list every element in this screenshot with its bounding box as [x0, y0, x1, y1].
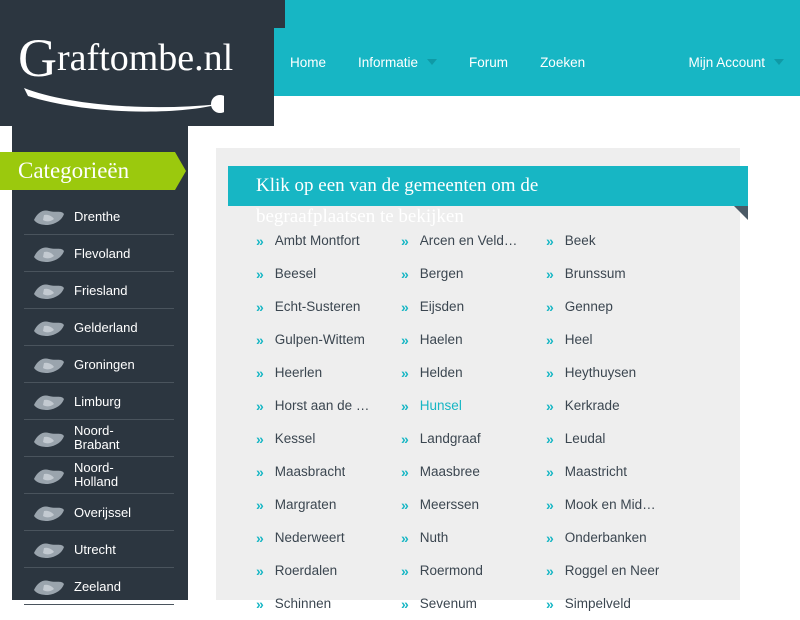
municipality-name: Brunssum [564, 266, 626, 281]
province-map-icon [30, 500, 68, 526]
municipality-link[interactable] [401, 422, 546, 455]
chevron-down-icon [427, 59, 437, 65]
sidebar-item-label: Zeeland [74, 578, 121, 594]
chevron-right-icon: » [546, 529, 552, 546]
municipality-link[interactable] [256, 521, 401, 554]
chevron-right-icon: » [256, 562, 262, 579]
municipality-name: Leudal [564, 431, 606, 446]
chevron-right-icon: » [546, 430, 552, 447]
chevron-right-icon: » [256, 364, 262, 381]
municipality-row [216, 422, 740, 455]
municipality-name: Landgraaf [419, 431, 481, 446]
municipality-link[interactable] [546, 455, 691, 488]
municipality-name: Heerlen [274, 365, 323, 380]
municipality-link[interactable] [546, 224, 691, 257]
chevron-right-icon: » [401, 298, 407, 315]
municipality-link[interactable] [401, 488, 546, 521]
municipality-link[interactable] [401, 455, 546, 488]
sidebar-item-label: Limburg [74, 393, 121, 409]
chevron-right-icon: » [401, 232, 407, 249]
instruction-banner-line2: begraafplaatsen te bekijken [256, 206, 464, 227]
chevron-right-icon: » [546, 397, 552, 414]
nav-item-home[interactable] [274, 28, 342, 96]
province-map-icon [30, 426, 68, 452]
municipality-link[interactable] [546, 521, 691, 554]
site-logo-text [18, 28, 234, 88]
chevron-right-icon: » [546, 496, 552, 513]
nav-item-label: Zoeken [540, 54, 586, 70]
sidebar-item-noord-holland[interactable] [24, 457, 174, 494]
municipality-name: Bergen [419, 266, 464, 281]
municipality-link[interactable] [401, 521, 546, 554]
sidebar-category-list [12, 198, 188, 605]
sidebar-item-gelderland[interactable] [24, 309, 174, 346]
municipality-name: Arcen en Veld… [419, 233, 518, 248]
chevron-right-icon: » [256, 298, 262, 315]
municipality-link[interactable] [401, 257, 546, 290]
chevron-right-icon: » [546, 298, 552, 315]
municipality-link[interactable] [546, 587, 691, 620]
nav-list [274, 28, 800, 96]
chevron-right-icon: » [401, 463, 407, 480]
municipality-link[interactable] [256, 554, 401, 587]
municipality-link[interactable] [401, 290, 546, 323]
municipality-name: Haelen [419, 332, 463, 347]
municipality-link[interactable] [546, 257, 691, 290]
site-logo-rest: raftombe.nl [57, 37, 234, 79]
site-logo-initial: G [18, 28, 57, 88]
chevron-right-icon: » [256, 529, 262, 546]
chevron-right-icon: » [256, 265, 262, 282]
sidebar-item-label: Overijssel [74, 504, 132, 520]
municipality-name: Roermond [419, 563, 483, 578]
site-logo[interactable] [0, 14, 274, 126]
municipality-grid [216, 224, 740, 612]
province-map-icon [30, 537, 68, 563]
municipality-name: Roggel en Neer [564, 563, 660, 578]
municipality-link[interactable] [401, 356, 546, 389]
province-map-icon [30, 389, 68, 415]
municipality-row [216, 257, 740, 290]
municipality-link[interactable] [256, 389, 401, 422]
chevron-right-icon: » [401, 397, 407, 414]
province-map-icon [30, 204, 68, 230]
municipality-name: Onderbanken [564, 530, 647, 545]
municipality-name: Sevenum [419, 596, 477, 611]
chevron-right-icon: » [256, 232, 262, 249]
chevron-right-icon: » [546, 364, 552, 381]
sidebar-item-friesland[interactable] [24, 272, 174, 309]
municipality-name: Beesel [274, 266, 317, 281]
nav-item-forum[interactable] [453, 28, 524, 96]
municipality-name: Echt-Susteren [274, 299, 361, 314]
municipality-name: Nederweert [274, 530, 345, 545]
municipality-link[interactable] [401, 587, 546, 620]
sidebar-item-groningen[interactable] [24, 346, 174, 383]
municipality-row [216, 389, 740, 422]
municipality-row [216, 587, 740, 620]
sidebar-item-utrecht[interactable] [24, 531, 174, 568]
municipality-name: Maasbree [419, 464, 480, 479]
nav-item-informatie[interactable] [342, 28, 453, 96]
sidebar-item-drenthe[interactable] [24, 198, 174, 235]
municipality-name: Eijsden [419, 299, 465, 314]
municipality-link[interactable] [546, 356, 691, 389]
municipality-link[interactable] [256, 224, 401, 257]
municipality-name: Hunsel [419, 398, 462, 413]
municipality-link[interactable] [401, 224, 546, 257]
nav-item-label: Forum [469, 54, 509, 70]
chevron-right-icon: » [546, 331, 552, 348]
chevron-right-icon: » [401, 562, 407, 579]
province-map-icon [30, 241, 68, 267]
chevron-right-icon: » [401, 529, 407, 546]
municipality-link[interactable] [256, 290, 401, 323]
municipality-link[interactable] [256, 257, 401, 290]
municipality-link[interactable] [256, 455, 401, 488]
sidebar-item-label: Gelderland [74, 319, 138, 335]
municipality-link[interactable] [256, 323, 401, 356]
chevron-right-icon: » [256, 331, 262, 348]
sidebar-item-label: Utrecht [74, 541, 116, 557]
nav-item-mijn-account[interactable] [672, 28, 800, 96]
chevron-right-icon: » [256, 595, 262, 612]
municipality-link[interactable] [256, 356, 401, 389]
municipality-name: Roerdalen [274, 563, 338, 578]
municipality-name: Maastricht [564, 464, 628, 479]
chevron-right-icon: » [546, 595, 552, 612]
municipality-link[interactable] [256, 587, 401, 620]
sidebar-heading [0, 152, 175, 190]
municipality-name: Gennep [564, 299, 613, 314]
municipality-link[interactable] [546, 488, 691, 521]
municipality-row [216, 554, 740, 587]
municipality-link[interactable] [401, 389, 546, 422]
chevron-right-icon: » [546, 463, 552, 480]
municipality-name: Maasbracht [274, 464, 346, 479]
municipality-name: Heythuysen [564, 365, 637, 380]
province-map-icon [30, 574, 68, 600]
province-map-icon [30, 278, 68, 304]
chevron-right-icon: » [256, 397, 262, 414]
municipality-name: Simpelveld [564, 596, 631, 611]
province-map-icon [30, 315, 68, 341]
chevron-right-icon: » [546, 562, 552, 579]
municipality-link[interactable] [546, 554, 691, 587]
sidebar-item-zeeland[interactable] [24, 568, 174, 605]
municipality-name: Nuth [419, 530, 449, 545]
sidebar-item-flevoland[interactable] [24, 235, 174, 272]
municipality-link[interactable] [546, 389, 691, 422]
main-navigation [274, 28, 800, 96]
sidebar-heading-label: Categorieën [18, 158, 130, 183]
municipality-link[interactable] [546, 422, 691, 455]
chevron-right-icon: » [256, 430, 262, 447]
sidebar-item-label: Groningen [74, 356, 135, 372]
chevron-right-icon: » [401, 265, 407, 282]
municipality-row [216, 455, 740, 488]
municipality-name: Margraten [274, 497, 337, 512]
chevron-right-icon: » [546, 265, 552, 282]
sidebar [12, 126, 188, 600]
municipality-link[interactable] [546, 290, 691, 323]
municipality-row [216, 521, 740, 554]
municipality-row [216, 290, 740, 323]
municipality-link[interactable] [256, 488, 401, 521]
chevron-right-icon: » [401, 331, 407, 348]
municipality-row [216, 488, 740, 521]
municipality-link[interactable] [256, 422, 401, 455]
municipality-name: Beek [564, 233, 596, 248]
municipality-name: Kessel [274, 431, 316, 446]
sidebar-item-limburg[interactable] [24, 383, 174, 420]
chevron-right-icon: » [256, 463, 262, 480]
sidebar-item-label: Noord- Holland [74, 460, 119, 489]
municipality-name: Mook en Mid… [564, 497, 656, 512]
sidebar-item-noord-brabant[interactable] [24, 420, 174, 457]
nav-item-label: Informatie [358, 54, 419, 70]
sidebar-item-label: Drenthe [74, 208, 121, 224]
municipality-name: Ambt Montfort [274, 233, 360, 248]
municipality-row [216, 356, 740, 389]
nav-spacer [601, 28, 672, 96]
nav-item-label: Mijn Account [688, 54, 765, 70]
municipality-name: Horst aan de … [274, 398, 370, 413]
municipality-link[interactable] [546, 323, 691, 356]
sidebar-item-label: Flevoland [74, 245, 131, 261]
municipality-name: Heel [564, 332, 593, 347]
province-map-icon [30, 352, 68, 378]
municipality-link[interactable] [401, 554, 546, 587]
sidebar-heading-arrow [175, 152, 186, 190]
sidebar-item-label: Noord- Brabant [74, 423, 120, 452]
instruction-banner [228, 166, 748, 206]
municipality-name: Kerkrade [564, 398, 620, 413]
chevron-right-icon: » [401, 364, 407, 381]
chevron-right-icon: » [546, 232, 552, 249]
municipality-name: Meerssen [419, 497, 480, 512]
municipality-row [216, 323, 740, 356]
banner-fold-shadow [734, 206, 748, 220]
sidebar-item-overijssel[interactable] [24, 494, 174, 531]
municipality-link[interactable] [401, 323, 546, 356]
sidebar-item-label: Friesland [74, 282, 128, 298]
municipality-row [216, 224, 740, 257]
instruction-banner-line1: Klik op een van de gemeenten om de [256, 175, 539, 196]
chevron-down-icon [774, 59, 784, 65]
municipality-name: Helden [419, 365, 463, 380]
province-map-icon [30, 463, 68, 489]
chevron-right-icon: » [401, 496, 407, 513]
nav-item-label: Home [290, 54, 327, 70]
chevron-right-icon: » [401, 430, 407, 447]
municipality-name: Gulpen-Wittem [274, 332, 365, 347]
chevron-right-icon: » [256, 496, 262, 513]
municipality-name: Schinnen [274, 596, 332, 611]
chevron-right-icon: » [401, 595, 407, 612]
nav-item-zoeken[interactable] [524, 28, 601, 96]
